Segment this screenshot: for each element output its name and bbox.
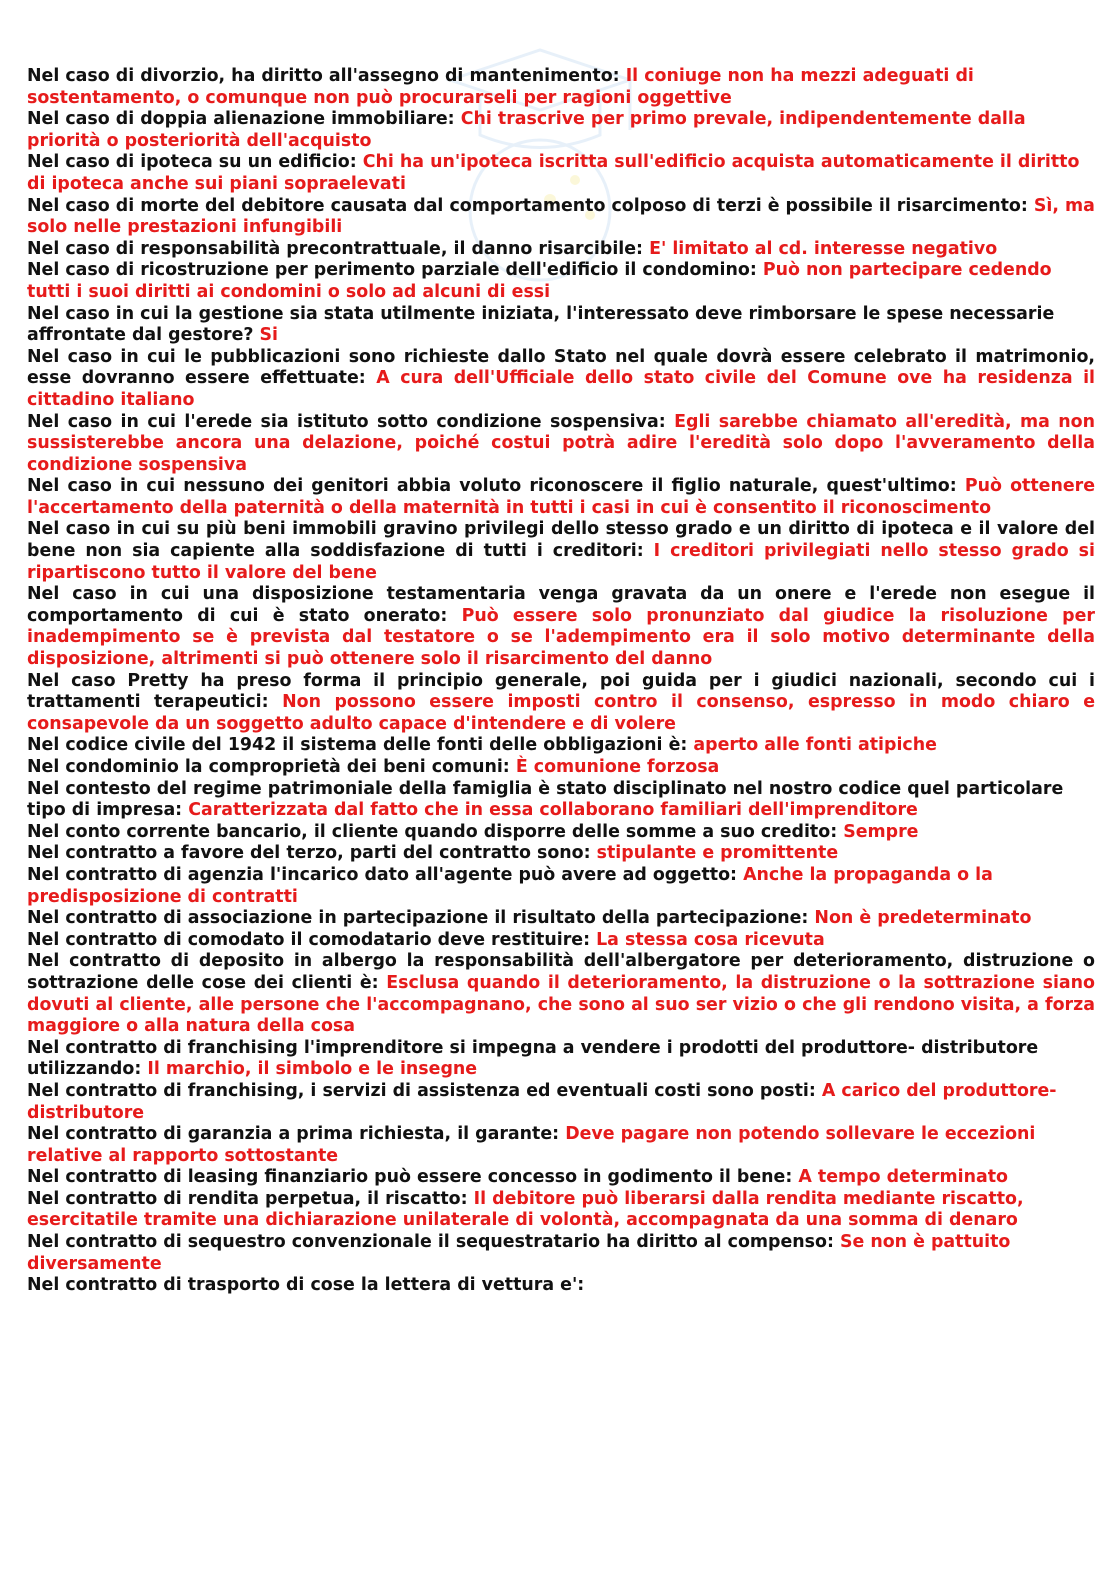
question-text: Nel contratto di comodato il comodatario deve restituire: <box>27 929 591 950</box>
qa-entry <box>27 1232 1095 1275</box>
answer-text: Non è predeterminato <box>814 908 1032 929</box>
qa-entry <box>27 347 1095 412</box>
qa-entry <box>27 865 1095 908</box>
question-text: Nel caso di ricostruzione per perimento parziale dell'edificio il condomino: <box>27 260 757 281</box>
question-text: Nel contratto di agenzia l'incarico dato all'agente può avere ad oggetto: <box>27 864 738 885</box>
question-text: Nel caso di responsabilità precontrattuale, il danno risarcibile: <box>27 238 644 259</box>
question-text: Nel caso Pretty ha preso forma il principio generale, poi guida per i giudici nazionali, secondo cui i trattamenti terapeutici: <box>27 670 1095 713</box>
answer-text: Il debitore può liberarsi dalla rendita mediante riscatto, esercitatile tramite una dichiarazione unilaterale di volontà, accompagnata da una somma di denaro <box>27 1188 1024 1231</box>
answer-text: Può essere solo pronunziato dal giudice la risoluzione per inadempimento se è prevista dal testatore o se l'adempimento era il solo motivo determinante della disposizione, altrimenti si può ottenere solo il risarcimento del danno <box>27 605 1095 670</box>
answer-text: Può non partecipare cedendo tutti i suoi diritti ai condomini o solo ad alcuni di essi <box>27 260 1052 302</box>
qa-entry <box>27 1275 1095 1297</box>
answer-text: I creditori privilegiati nello stesso grado si ripartiscono tutto il valore del bene <box>27 541 1095 583</box>
question-text: Nel contratto di leasing finanziario può essere concesso in godimento il bene: <box>27 1167 793 1188</box>
qa-entry <box>27 1081 1095 1124</box>
qa-entry <box>27 239 1095 261</box>
question-text: Nel caso in cui la gestione sia stata utilmente iniziata, l'interessato deve rimborsare le spese necessarie affrontate dal gestore? <box>27 303 1055 346</box>
question-text: Nel contratto di rendita perpetua, il riscatto: <box>27 1188 468 1209</box>
answer-text: Sempre <box>843 821 919 842</box>
answer-text: Il marchio, il simbolo e le insegne <box>147 1059 478 1080</box>
question-text: Nel caso in cui le pubblicazioni sono richieste dallo Stato nel quale dovrà essere celebrato il matrimonio, esse dovranno essere effettuate: <box>27 346 1095 389</box>
question-text: Nel caso di ipoteca su un edificio: <box>27 152 357 173</box>
question-text: Nel caso in cui su più beni immobili gravino privilegi dello stesso grado e un diritto di ipoteca e il valore del bene non sia capiente alla soddisfazione di tutti i creditori: <box>27 519 1095 562</box>
qa-entry <box>27 908 1095 930</box>
answer-text: La stessa cosa ricevuta <box>596 929 825 950</box>
qa-entry <box>27 843 1095 865</box>
question-text: Nel contratto di deposito in albergo la responsabilità dell'albergatore per deterioramento, distruzione o sottrazione delle cose dei clienti è: <box>27 951 1095 993</box>
question-text: Nel caso in cui una disposizione testamentaria venga gravata da un onere e l'erede non esegue il comportamento di cui è stato onerato: <box>27 584 1095 626</box>
qa-entry <box>27 1124 1095 1167</box>
question-text: Nel caso di divorzio, ha diritto all'assegno di mantenimento: <box>27 66 620 86</box>
answer-text: A tempo determinato <box>798 1167 1008 1188</box>
document-page <box>27 66 1095 1297</box>
answer-text: Sì, ma solo nelle prestazioni infungibili <box>27 195 1095 238</box>
answer-text: Il coniuge non ha mezzi adeguati di sostentamento, o comunque non può procurarseli per ragioni oggettive <box>27 66 974 108</box>
answer-text: È comunione forzosa <box>515 757 720 777</box>
qa-entry <box>27 66 1095 109</box>
question-text: Nel conto corrente bancario, il cliente quando disporre delle somme a suo credito: <box>27 821 838 842</box>
qa-entry <box>27 476 1095 519</box>
question-text: Nel contratto di trasporto di cose la lettera di vettura e': <box>27 1275 585 1296</box>
question-text: Nel contratto di garanzia a prima richiesta, il garante: <box>27 1124 560 1145</box>
answer-text: Se non è pattuito diversamente <box>27 1232 1011 1274</box>
question-text: Nel contesto del regime patrimoniale della famiglia è stato disciplinato nel nostro codice quel particolare tipo di impresa: <box>27 778 1064 821</box>
qa-entry <box>27 671 1095 736</box>
answer-text: Esclusa quando il deterioramento, la distruzione o la sottrazione siano dovuti al cliente, alle persone che l'accompagnano, che sono al suo ser vizio o che gli rendono visita, a forza maggiore o alla natura della cosa <box>27 972 1095 1037</box>
qa-entry <box>27 951 1095 1037</box>
answer-text: stipulante e promittente <box>596 843 839 864</box>
qa-entry <box>27 109 1095 152</box>
qa-entry <box>27 152 1095 195</box>
qa-entry <box>27 735 1095 757</box>
question-text: Nel caso di doppia alienazione immobiliare: <box>27 109 455 130</box>
answer-text: aperto alle fonti atipiche <box>693 735 937 756</box>
qa-entry <box>27 757 1095 779</box>
answer-text: Deve pagare non potendo sollevare le eccezioni relative al rapporto sottostante <box>27 1124 1036 1166</box>
answer-text: Chi ha un'ipoteca iscritta sull'edificio acquista automaticamente il diritto di ipoteca anche sui piani sopraelevati <box>27 152 1080 194</box>
answer-text: E' limitato al cd. interesse negativo <box>649 238 998 259</box>
question-text: Nel condominio la comproprietà dei beni comuni: <box>27 757 510 777</box>
answer-text: Non possono essere imposti contro il consenso, espresso in modo chiaro e consapevole da un soggetto adulto capace d'intendere e di volere <box>27 692 1095 734</box>
question-text: Nel contratto a favore del terzo, parti del contratto sono: <box>27 843 591 864</box>
qa-entry <box>27 412 1095 477</box>
question-text: Nel caso in cui nessuno dei genitori abbia voluto riconoscere il figlio naturale, quest'ultimo: <box>27 476 957 497</box>
question-text: Nel contratto di sequestro convenzionale il sequestratario ha diritto al compenso: <box>27 1232 834 1253</box>
qa-entry <box>27 1189 1095 1232</box>
qa-entry <box>27 519 1095 584</box>
question-text: Nel caso di morte del debitore causata dal comportamento colposo di terzi è possibile il risarcimento: <box>27 195 1028 216</box>
question-text: Nel contratto di franchising, i servizi di assistenza ed eventuali costi sono posti: <box>27 1080 816 1101</box>
question-text: Nel contratto di associazione in partecipazione il risultato della partecipazione: <box>27 908 809 929</box>
qa-entry <box>27 584 1095 670</box>
qa-entry <box>27 1167 1095 1189</box>
qa-entry <box>27 304 1095 347</box>
qa-entry <box>27 260 1095 303</box>
answer-text: Può ottenere l'accertamento della paternità o della maternità in tutti i casi in cui è consentito il riconoscimento <box>27 476 1096 518</box>
answer-text: A cura dell'Ufficiale dello stato civile del Comune ove ha residenza il cittadino italiano <box>27 368 1096 410</box>
answer-text: Chi trascrive per primo prevale, indipendentemente dalla priorità o posteriorità dell'acquisto <box>27 109 1026 151</box>
answer-text: Anche la propaganda o la predisposizione di contratti <box>27 864 993 907</box>
question-text: Nel caso in cui l'erede sia istituto sotto condizione sospensiva: <box>27 411 666 432</box>
qa-entry <box>27 779 1095 822</box>
qa-entry <box>27 930 1095 952</box>
qa-entry <box>27 822 1095 844</box>
question-text: Nel contratto di franchising l'imprenditore si impegna a vendere i prodotti del produttore- distributore utilizzando: <box>27 1037 1039 1080</box>
answer-text: Si <box>259 325 279 346</box>
answer-text: Egli sarebbe chiamato all'eredità, ma non sussisterebbe ancora una delazione, poiché costui potrà adire l'eredità solo dopo l'avveramento della condizione sospensiva <box>27 411 1096 475</box>
qa-entry <box>27 196 1095 239</box>
qa-entry <box>27 1038 1095 1081</box>
question-text: Nel codice civile del 1942 il sistema delle fonti delle obbligazioni è: <box>27 735 688 756</box>
answer-text: Caratterizzata dal fatto che in essa collaborano familiari dell'imprenditore <box>188 800 918 821</box>
answer-text: A carico del produttore- distributore <box>27 1080 1057 1123</box>
